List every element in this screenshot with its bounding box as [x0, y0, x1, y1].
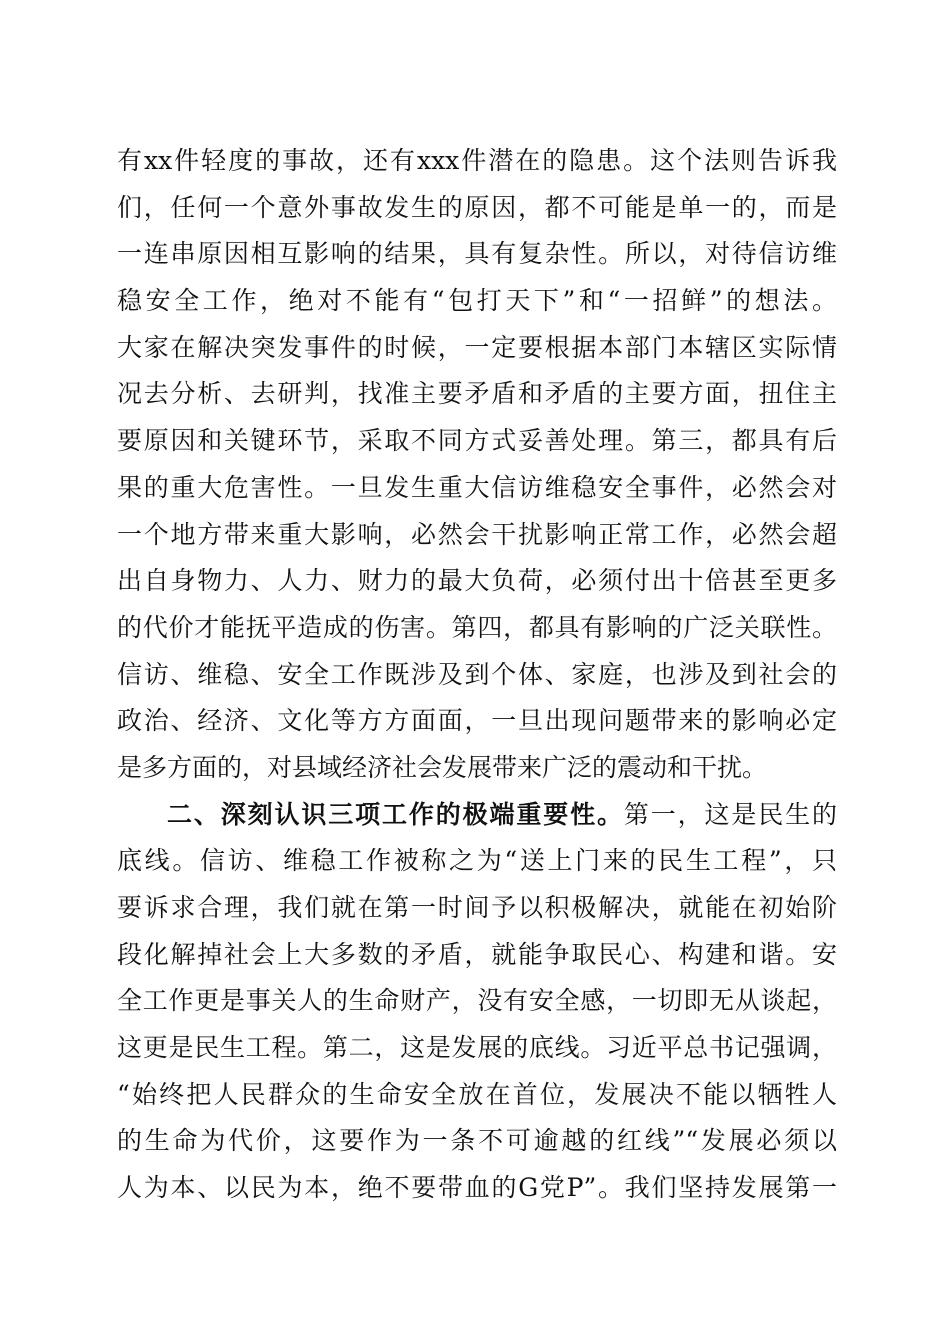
text-line: 的代价才能抚平造成的伤害。第四，都具有影响的广泛关联性。 — [117, 612, 837, 642]
text-line: 况去分析、去研判，找准主要矛盾和矛盾的主要方面，扭住主 — [117, 379, 837, 409]
text-line: 人为本、以民为本，绝不要带血的G党P”。我们坚持发展第一 — [117, 1173, 837, 1203]
text-span: 第一，这是民生的 — [623, 799, 837, 829]
body-text — [117, 138, 837, 1212]
text-line: 稳安全工作，绝对不能有“包打天下”和“一招鲜”的想法。 — [117, 286, 837, 316]
text-line: 政治、经济、文化等方方面面，一旦出现问题带来的影响必定 — [117, 706, 837, 736]
text-line: 大家在解决突发事件的时候，一定要根据本部门本辖区实际情 — [117, 332, 837, 362]
text-line: 要原因和关键环节，采取不同方式妥善处理。第三，都具有后 — [117, 426, 837, 456]
section-heading-line — [117, 792, 837, 839]
text-line: 们，任何一个意外事故发生的原因，都不可能是单一的，而是 — [117, 192, 837, 222]
text-line: “始终把人民群众的生命安全放在首位，发展决不能以牺牲人 — [117, 1079, 837, 1109]
text-line: 底线。信访、维稳工作被称之为“送上门来的民生工程”，只 — [117, 846, 837, 876]
text-line: 一个地方带来重大影响，必然会干扰影响正常工作，必然会超 — [117, 519, 837, 549]
text-line: 信访、维稳、安全工作既涉及到个体、家庭，也涉及到社会的 — [117, 659, 837, 689]
text-line: 的生命为代价，这要作为一条不可逾越的红线”“发展必须以 — [117, 1126, 837, 1156]
text-line: 段化解掉社会上大多数的矛盾，就能争取民心、构建和谐。安 — [117, 939, 837, 969]
text-line: 这更是民生工程。第二，这是发展的底线。习近平总书记强调， — [117, 1033, 837, 1063]
text-line: 要诉求合理，我们就在第一时间予以积极解决，就能在初始阶 — [117, 893, 837, 922]
section-heading: 二、深刻认识三项工作的极端重要性。 — [167, 799, 624, 829]
text-line: 有xx件轻度的事故，还有xxx件潜在的隐患。这个法则告诉我 — [117, 146, 837, 175]
text-line: 出自身物力、人力、财力的最大负荷，必须付出十倍甚至更多 — [117, 566, 837, 596]
text-line: 果的重大危害性。一旦发生重大信访维稳安全事件，必然会对 — [117, 472, 837, 502]
text-line: 是多方面的，对县域经济社会发展带来广泛的震动和干扰。 — [117, 752, 768, 782]
text-line: 一连串原因相互影响的结果，具有复杂性。所以，对待信访维 — [117, 239, 837, 269]
text-line: 全工作更是事关人的生命财产，没有安全感，一切即无从谈起， — [117, 986, 837, 1016]
